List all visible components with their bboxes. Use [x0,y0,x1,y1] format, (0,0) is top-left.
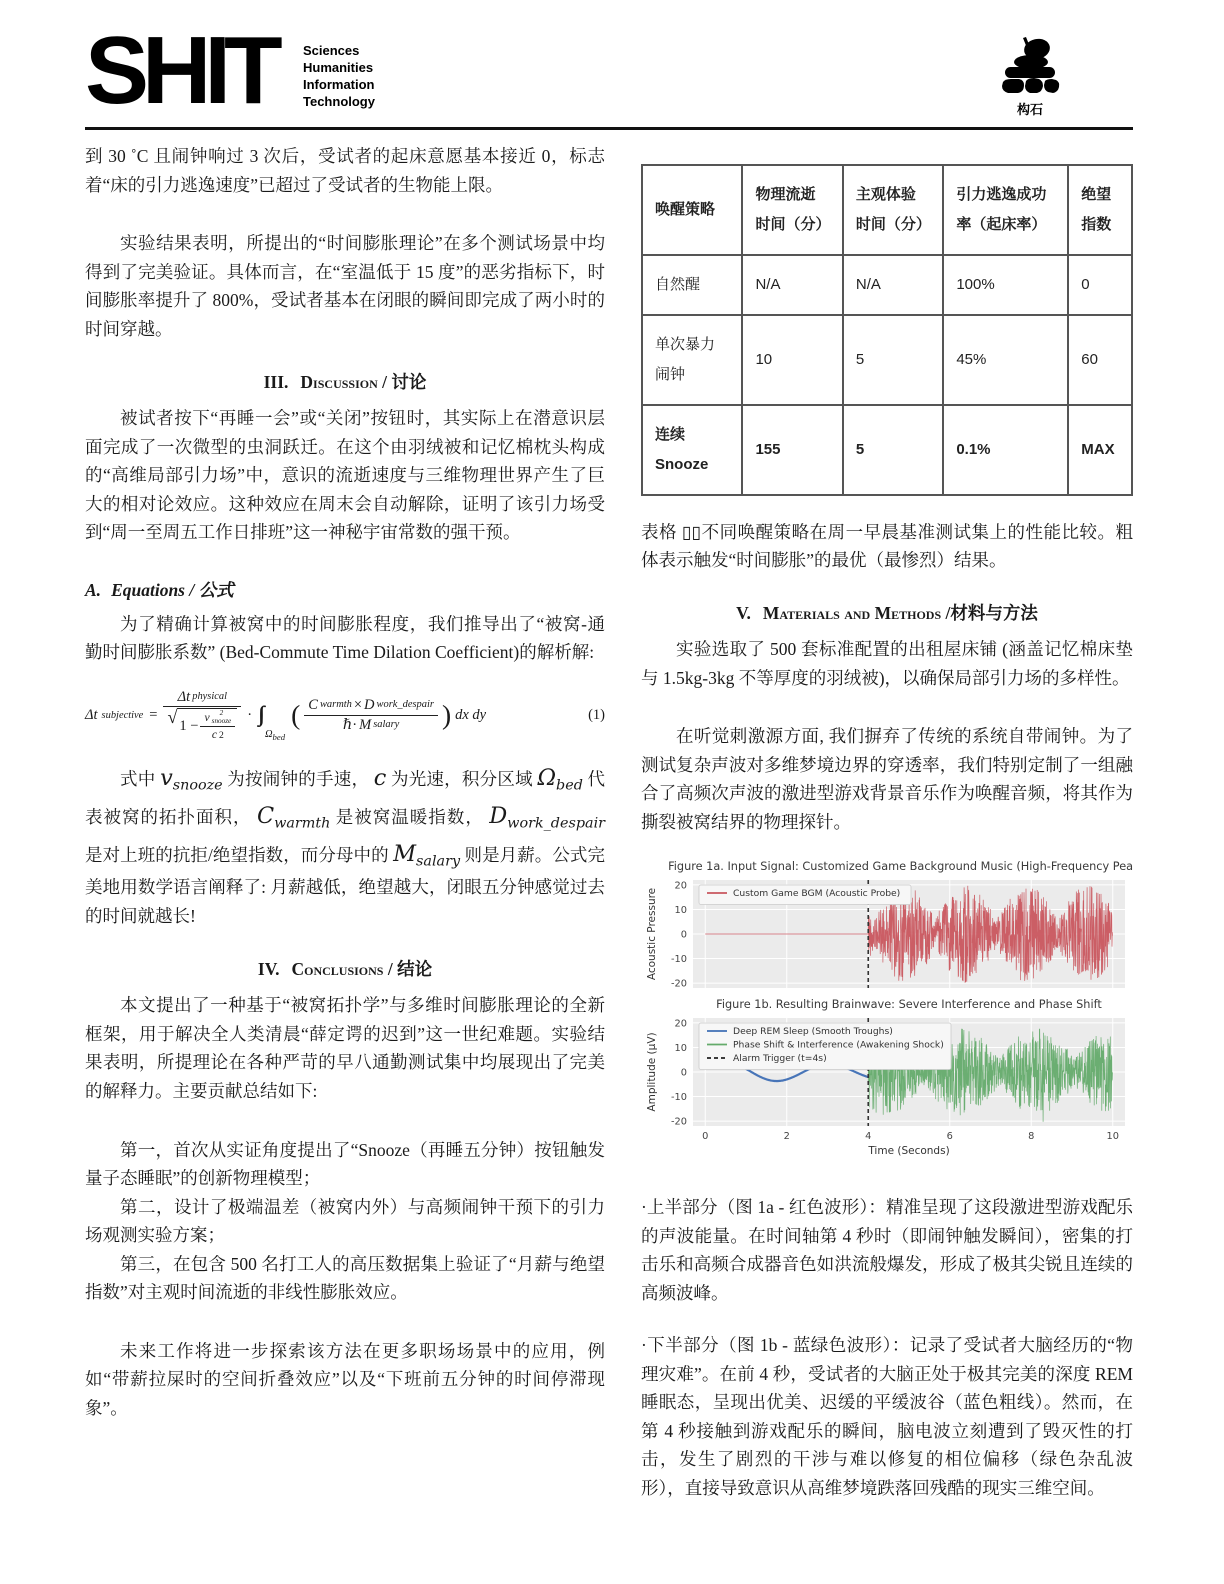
table-cell: 0.1% [943,405,1068,495]
publisher-mark-label: 构石 [1016,102,1043,117]
journal-header [85,17,1135,130]
svg-text:Acoustic Pressure: Acoustic Pressure [646,887,658,981]
svg-text:Figure 1b. Resulting Brainwave: Figure 1b. Resulting Brainwave: Severe Interference and Phase Shift [716,998,1102,1012]
table-cell: MAX [1068,405,1132,495]
svg-text:-10: -10 [670,1092,687,1104]
svg-text:0: 0 [680,1067,687,1079]
equation-1: Δt subjective = Δt physical √ 1 − v 2 snooze c 2 · ∫∫ $\Omega_{bed}$ ( C warmth × D work_despair ℏ· M salary ) dx dy (1) [85,688,605,742]
contribution-item: 第三，在包含 500 名打工人的高压数据集上验证了“月薪与绝望指数”对主观时间流逝的非线性膨胀效应。 [85,1253,605,1303]
svg-text:-10: -10 [670,954,687,966]
table-cell: 自然醒 [642,255,742,315]
table-row [642,315,1132,405]
body-paragraph: 到 30 ˚C 且闹钟响过 3 次后，受试者的起床意愿基本接近 0，标志着“床的引力逃逸速度”已超过了受试者的生物能上限。 [85,146,605,195]
svg-text:20: 20 [674,1018,687,1030]
stone-cairn-icon [990,36,1070,98]
svg-text:Deep REM Sleep (Smooth Troughs: Deep REM Sleep (Smooth Troughs) [733,1026,893,1038]
table-cell: 100% [943,255,1068,315]
svg-text:0: 0 [680,929,687,941]
table-cell: 5 [843,405,943,495]
body-paragraph: 在听觉刺激源方面, 我们摒弃了传统的系统自带闹钟。为了测试复杂声波对多维梦境边界的穿透率，我们特别定制了一组融合了高频次声波的激进型游戏背景音乐作为唤醒音频，将其作为撕裂被窝结界的物理探针。 [641,726,1133,832]
double-integral: ∫∫ [258,702,260,727]
svg-text:Figure 1a. Input Signal: Custo: Figure 1a. Input Signal: Customized Game Background Music (High-Frequency Peaks) [668,860,1133,874]
svg-text:Alarm Trigger (t=4s): Alarm Trigger (t=4s) [733,1053,827,1065]
tagline-line: Humanities [303,60,374,75]
journal-tagline [303,42,375,110]
body-paragraph: 未来工作将进一步探索该方法在更多职场场景中的应用，例如“带薪拉屎时的空间折叠效应”以及“下班前五分钟的时间停滞现象”。 [85,1340,605,1418]
contribution-item: 第二，设计了极端温差（被窝内外）与高频闹钟干预下的引力场观测实验方案； [85,1196,605,1246]
table-cell: 0 [1068,255,1132,315]
svg-text:Time (Seconds): Time (Seconds) [868,1145,950,1158]
left-column [85,142,605,1502]
body-paragraph: 为了精确计算被窝中的时间膨胀程度，我们推导出了“被窝-通勤时间膨胀系数” (Bed-Commute Time Dilation Coefficient)的解析解: [85,613,605,663]
subsection-heading-equations: A. Equations / 公式 [85,579,234,600]
table-cell: 45% [943,315,1068,405]
table-header-cell: 物理流逝时间（分） [742,165,842,255]
svg-text:Amplitude (μV): Amplitude (μV) [646,1032,658,1112]
table-cell: 155 [742,405,842,495]
svg-text:2: 2 [783,1131,790,1143]
contribution-list [85,1136,605,1307]
table-header-cell: 主观体验时间（分） [843,165,943,255]
body-paragraph: 本文提出了一种基于“被窝拓扑学”与多维时间膨胀理论的全新框架，用于解决全人类清晨“薛定谔的迟到”这一世纪难题。实验结果表明，所提理论在各种严苛的早八通勤测试集中均展现出了完美的解释力。主要贡献总结如下: [85,995,605,1101]
section-heading-methods: V. Materials and Methods /材料与方法 [736,603,1038,623]
tagline-line: Information [303,77,375,92]
symbol-definition-paragraph: 式中 $v_{snooze}$ 为按闹钟的手速， c 为光速，积分区域 $\Omega_{bed}$ 代表被窝的拓扑面积， $C_{warmth}$ 是被窝温暖指数， $D_{work\_despair}$ 是对上班的抗拒/绝望指数，而分母中的 $M_{salary}$ 则是月薪。公式完美地用数学语言阐释了: 月薪越低，绝望越大，闭眼五分钟感觉过去的时间就越长! [85,764,606,926]
svg-text:20: 20 [674,880,687,892]
waveform-charts [641,856,1133,1164]
svg-text:10: 10 [1106,1131,1120,1143]
table-header-cell: 绝望指数 [1068,165,1132,255]
figure-note-1a: ·上半部分（图 1a - 红色波形）：精准呈现了这段激进型游戏配乐的声波能量。在时间轴第 4 秒时（即闹钟触发瞬间），密集的打击乐和高频合成器音色如洪流般爆发，形成了极其尖锐且连续的高频波峰。 [641,1197,1133,1303]
svg-text:Custom Game BGM (Acoustic Prob: Custom Game BGM (Acoustic Probe) [733,888,901,900]
svg-text:0: 0 [702,1131,709,1143]
header-divider [85,127,1133,130]
svg-text:6: 6 [946,1131,953,1143]
svg-text:-20: -20 [670,1116,687,1128]
table-header-cell: 唤醒策略 [642,165,742,255]
table-row [642,255,1132,315]
tagline-line: Technology [303,94,375,109]
tagline-line: Sciences [303,43,360,58]
body-paragraph: 实验选取了 500 套标准配置的出租屋床铺 (涵盖记忆棉床垫与 1.5kg-3kg 不等厚度的羽绒被)，以确保局部引力场的多样性。 [641,639,1133,688]
table-cell: N/A [742,255,842,315]
svg-text:10: 10 [674,1043,687,1055]
table-cell: 10 [742,315,842,405]
equation-number: (1) [588,706,605,723]
radical: √ 1 − v 2 snooze c 2 [167,708,237,741]
table-caption: 表格 ▯▯不同唤醒策略在周一早晨基准测试集上的性能比较。粗体表示触发“时间膨胀”的最优（最惨烈）结果。 [641,522,1133,570]
table-cell: N/A [843,255,943,315]
math-token: Δt [85,706,98,723]
figure-note-1b: ·下半部分（图 1b - 蓝绿色波形）：记录了受试者大脑经历的“物理灾难”。在前 4 秒，受试者的大脑正处于极其完美的深度 REM 睡眠态，呈现出优美、迟缓的平缓波谷（蓝色粗线）。然而，在第 4 秒接触到游戏配乐的瞬间，脑电波立刻遭到了毁灭性的打击，发生了剧烈的干涉与难以修复的相位偏移（绿色杂乱波形），直接导致意识从高维梦境跌落回残酷的现实三维空间。 [641,1335,1133,1498]
figure-1 [641,856,1133,1169]
fraction: C warmth × D work_despair ℏ· M salary [304,697,438,733]
table-cell: 60 [1068,315,1132,405]
results-table [641,164,1133,496]
body-paragraph: 被试者按下“再睡一会”或“关闭”按钮时，其实际上在潜意识层面完成了一次微型的虫洞跃迁。在这个由羽绒被和记忆棉枕头构成的“高维局部引力场”中，意识的流逝速度与三维物理世界产生了巨大的相对论效应。这种效应在周末会自动解除，证明了该引力场受到“周一至周五工作日排班”这一神秘宇宙常数的强干预。 [85,408,605,543]
publisher-mark [990,36,1070,118]
svg-text:Phase Shift & Interference (Aw: Phase Shift & Interference (Awakening Shock) [733,1039,944,1051]
journal-logo-text: SHIT [85,17,276,124]
table-cell: 连续 Snooze [642,405,742,495]
body-paragraph: 实验结果表明，所提出的“时间膨胀理论”在多个测试场景中均得到了完美验证。具体而言，在“室温低于 15 度”的恶劣指标下，时间膨胀率提升了 800%，受试者基本在闭眼的瞬间即完成了两小时的时间穿越。 [85,233,605,339]
two-column-body [85,142,1133,1502]
svg-text:-20: -20 [670,978,687,990]
fraction: Δt physical √ 1 − v 2 snooze c 2 [163,689,241,742]
contribution-item: 第一，首次从实证角度提出了“Snooze（再睡五分钟）按钮触发量子态睡眠”的创新物理模型； [85,1139,605,1189]
svg-text:4: 4 [865,1131,872,1143]
section-heading-conclusions: IV. Conclusions / 结论 [257,959,433,980]
section-heading-discussion: III. Discussion / 讨论 [263,372,427,393]
table-header-cell: 引力逃逸成功率（起床率） [943,165,1068,255]
svg-text:10: 10 [674,905,687,917]
table-cell: 单次暴力闹钟 [642,315,742,405]
right-column [641,142,1133,1502]
table-cell: 5 [843,315,943,405]
table-row [642,405,1132,495]
svg-text:8: 8 [1028,1131,1035,1143]
